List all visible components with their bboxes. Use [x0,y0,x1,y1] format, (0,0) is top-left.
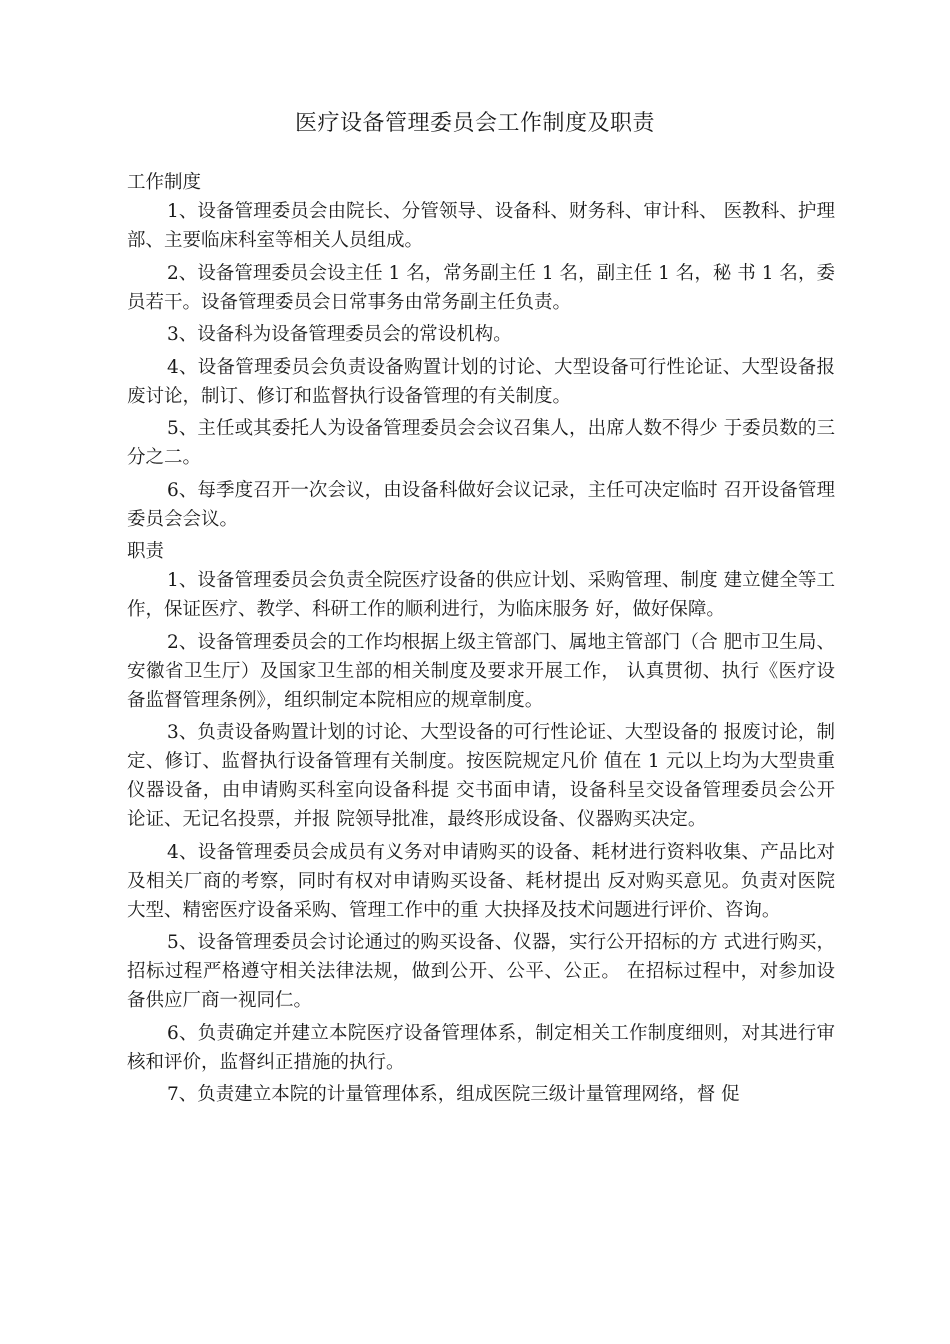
duty-paragraph: 2、设备管理委员会的工作均根据上级主管部门、属地主管部门（合 肥市卫生局、安徽省卫生厅）及国家卫生部的相关制度及要求开展工作， 认真贯彻、执行《医疗设备监督管理条例》，组织制定本院相应的规章制度。 [127,631,835,711]
duty-paragraph: 4、设备管理委员会成员有义务对申请购买的设备、耗材进行资料收集、产品比对及相关厂商的考察，同时有权对申请购买设备、耗材提出 反对购买意见。负责对医院大型、精密医疗设备采购、管理工作中的重 大抉择及技术问题进行评价、咨询。 [127,841,835,921]
work-rule-paragraph: 5、主任或其委托人为设备管理委员会会议召集人，出席人数不得少 于委员数的三分之二。 [127,418,835,468]
document-title: 医疗设备管理委员会工作制度及职责 [294,111,655,136]
section-heading-work-rules: 工作制度 [127,172,202,193]
work-rule-paragraph: 6、每季度召开一次会议，由设备科做好会议记录，主任可决定临时 召开设备管理委员会会议。 [127,479,835,530]
duty-paragraph: 1、设备管理委员会负责全院医疗设备的供应计划、采购管理、制度 建立健全等工作，保证医疗、教学、科研工作的顺利进行，为临床服务 好，做好保障。 [127,570,835,620]
duty-paragraph: 7、负责建立本院的计量管理体系，组成医院三级计量管理网络，督 促 [167,1084,740,1105]
duty-paragraph: 6、负责确定并建立本院医疗设备管理体系，制定相关工作制度细则，对其进行审核和评价，监督纠正措施的执行。 [127,1022,835,1073]
work-rule-paragraph: 1、设备管理委员会由院长、分管领导、设备科、财务科、审计科、 医教科、护理部、主要临床科室等相关人员组成。 [127,201,835,251]
work-rule-paragraph: 3、设备科为设备管理委员会的常设机构。 [167,324,512,345]
work-rule-paragraph: 4、设备管理委员会负责设备购置计划的讨论、大型设备可行性论证、大型设备报废讨论，制订、修订和监督执行设备管理的有关制度。 [127,356,835,407]
section-heading-duties: 职责 [127,541,165,562]
work-rule-paragraph: 2、设备管理委员会设主任 1 名，常务副主任 1 名，副主任 1 名，秘 书 1 名，委员若干。设备管理委员会日常事务由常务副主任负责。 [127,262,835,313]
duty-paragraph: 5、设备管理委员会讨论通过的购买设备、仪器，实行公开招标的方 式进行购买，招标过程严格遵守相关法律法规，做到公开、公平、公正。 在招标过程中，对参加设备供应厂商一视同仁。 [127,932,835,1011]
duty-paragraph: 3、负责设备购置计划的讨论、大型设备的可行性论证、大型设备的 报废讨论，制定、修订、监督执行设备管理有关制度。按医院规定凡价 值在 1 元以上均为大型贵重仪器设备，由申请购买科室向设备科提 交书面申请，设备科呈交设备管理委员会公开论证、无记名投票，并报 院领导批准，最终形成设备、仪器购买决定。 [127,722,835,830]
document-body [127,168,835,1113]
